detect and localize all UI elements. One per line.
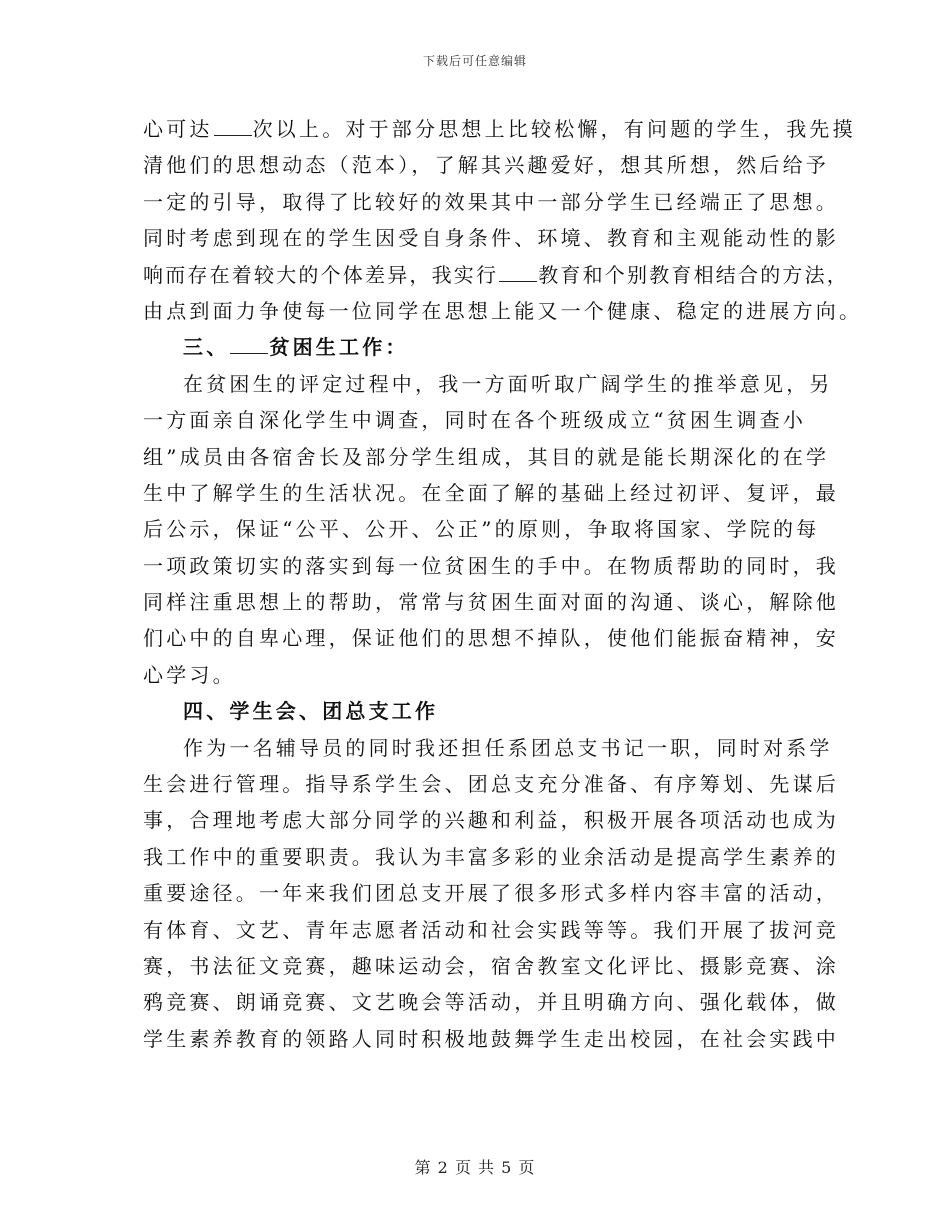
section-heading bbox=[143, 329, 813, 365]
text-line: 由点到面力争使每一位同学在思想上能又一个健康、稳定的进展方向。 bbox=[143, 298, 863, 323]
text-segment: 响而存在着较大的个体差异，我实行 bbox=[143, 262, 499, 287]
text-line: 心学习。 bbox=[143, 662, 236, 687]
text-line: 生中了解学生的生活状况。在全面了解的基础上经过初评、复评，最 bbox=[143, 480, 839, 505]
fill-blank bbox=[214, 117, 252, 136]
text-line: 鸦竞赛、朗诵竞赛、文艺晚会等活动，并且明确方向、强化载体，做 bbox=[143, 990, 839, 1015]
text-line: 有体育、文艺、青年志愿者活动和社会实践等等。我们开展了拔河竞 bbox=[143, 917, 839, 942]
text-line: 后公示，保证“公平、公开、公正”的原则，争取将国家、学院的每 bbox=[143, 517, 820, 542]
text-line: 我工作中的重要职责。我认为丰富多彩的业余活动是提高学生素养的 bbox=[143, 844, 839, 869]
text-line: 清他们的思想动态（范本），了解其兴趣爱好，想其所想，然后给予 bbox=[143, 153, 829, 178]
text-line bbox=[143, 257, 850, 293]
text-line: 一定的引导，取得了比较好的效果其中一部分学生已经端正了思想。 bbox=[143, 189, 839, 214]
fill-blank bbox=[499, 263, 537, 282]
text-line: 事，合理地考虑大部分同学的兴趣和利益，积极开展各项活动也成为 bbox=[143, 808, 839, 833]
text-line bbox=[143, 111, 856, 147]
text-line: 同样注重思想上的帮助，常常与贫困生面对面的沟通、谈心，解除他 bbox=[143, 590, 839, 615]
text-line: 在贫困生的评定过程中，我一方面听取广阔学生的推举意见，另 bbox=[183, 371, 833, 396]
text-segment: 心可达 bbox=[143, 117, 213, 141]
text-line: 学生素养教育的领路人同时积极地鼓舞学生走出校园，在社会实践中 bbox=[143, 1026, 839, 1051]
text-line: 作为一名辅导员的同时我还担任系团总支书记一职，同时对系学 bbox=[183, 735, 833, 760]
text-line: 一项政策切实的落实到每一位贫困生的手中。在物质帮助的同时，我 bbox=[143, 553, 839, 578]
heading-text: 贫困生工作： bbox=[269, 335, 409, 360]
section-heading: 四、学生会、团总支工作 bbox=[183, 699, 439, 724]
text-line: 同时考虑到现在的学生因受自身条件、环境、教育和主观能动性的影 bbox=[143, 226, 839, 251]
text-line: 重要途径。一年来我们团总支开展了很多形式多样内容丰富的活动， bbox=[143, 881, 839, 906]
page-header: 下载后可任意编辑 bbox=[422, 54, 527, 68]
page-footer: 第 2 页 共 5 页 bbox=[414, 1158, 536, 1177]
fill-blank bbox=[230, 335, 268, 354]
text-segment: 次以上。对于部分思想上比较松懈，有问题的学生，我先摸 bbox=[252, 117, 856, 141]
text-segment: 教育和个别教育相结合的方法， bbox=[538, 262, 850, 287]
document-body bbox=[143, 111, 863, 1057]
heading-number: 三、 bbox=[183, 335, 230, 360]
text-line: 生会进行管理。指导系学生会、团总支充分准备、有序筹划、先谋后 bbox=[143, 772, 839, 797]
text-line: 们心中的自卑心理，保证他们的思想不掉队，使他们能振奋精神，安 bbox=[143, 626, 839, 651]
text-line: 组”成员由各宿舍长及部分学生组成，其目的就是能长期深化的在学 bbox=[143, 444, 830, 469]
text-line: 赛，书法征文竞赛，趣味运动会，宿舍教室文化评比、摄影竞赛、涂 bbox=[143, 953, 839, 978]
text-line: 一方面亲自深化学生中调查，同时在各个班级成立“贫困生调查小 bbox=[143, 408, 807, 433]
